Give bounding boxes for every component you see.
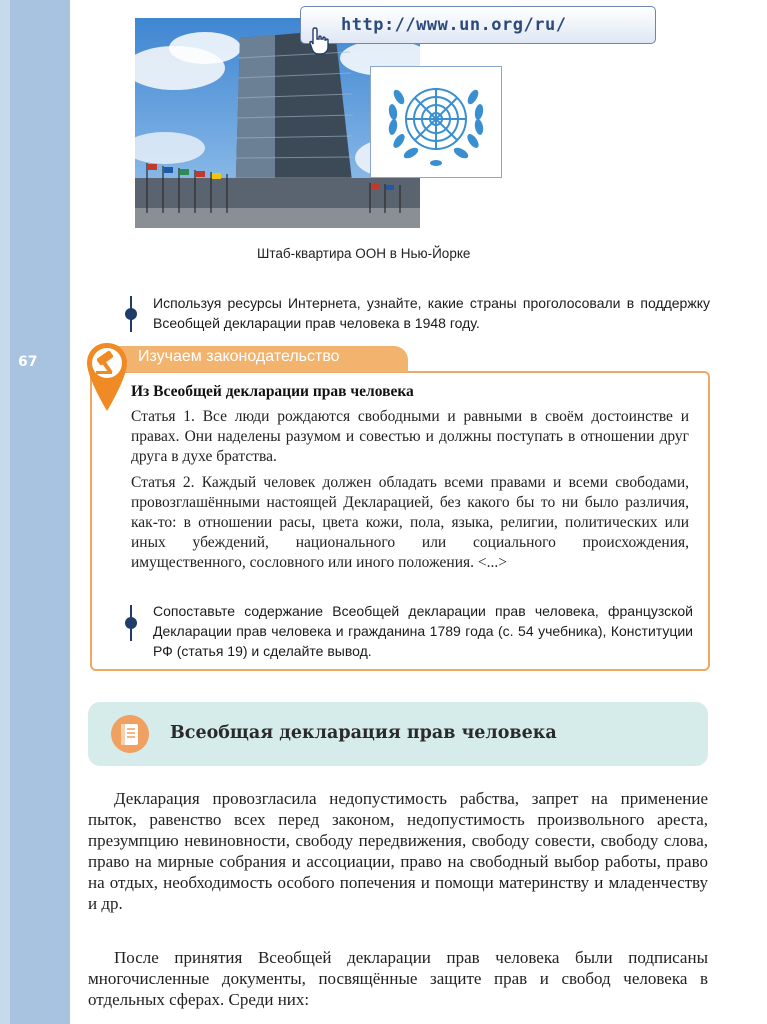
task-bullet-icon — [124, 605, 138, 641]
photo-caption: Штаб-квартира ООН в Нью-Йорке — [257, 246, 471, 261]
section-title: Всеобщая декларация прав человека — [170, 723, 557, 743]
sidebar-strip — [0, 0, 10, 1024]
gavel-pin-icon — [84, 341, 130, 413]
un-emblem-icon — [371, 67, 501, 177]
task-internet-research: Используя ресурсы Интернета, узнайте, какие страны проголосовали в поддержку Всеобщей декларации прав человека в 1948 году. — [153, 295, 710, 331]
task-bullet-icon — [124, 296, 138, 332]
body-paragraph: Декларация провозгласила недопустимость рабства, запрет на применение пыток, равенство всех перед законом, недопустимость произвольного ареста, презумпцию невиновности, свободу передвижения, свободу совести, свободу слова, право на мирные собрания и ассоциации, право на свободный выбор работы, право на отдых, необходимость особого попечения и помощи материнству и младенчеству и др. — [88, 789, 708, 913]
page-sidebar — [0, 0, 70, 1024]
un-logo — [370, 66, 502, 178]
article-1-text: Статья 1. Все люди рождаются свободными и равными в своём достоинстве и правах. Они наделены разумом и совестью и должны поступать в отношении друг друга в духе братства. — [131, 408, 689, 465]
book-icon — [110, 714, 150, 754]
law-box-tab-label: Изучаем законодательство — [138, 348, 340, 365]
url-box[interactable] — [300, 6, 656, 44]
article-2-text: Статья 2. Каждый человек должен обладать всеми правами и всеми свободами, провозглашёнными настоящей Декларацией, без какого бы то ни было различия, как-то: в отношении расы, цвета кожи, пола, языка, религии, политических или иных убеждений, национального или социального происхождения, имущественного, сословного или иного положения. <...> — [131, 474, 689, 571]
law-heading: Из Всеобщей декларации прав человека — [131, 383, 414, 400]
body-paragraph: После принятия Всеобщей декларации прав человека были подписаны многочисленные документы, посвящённые защите прав и свобод человека в отдельных сферах. Среди них: — [88, 948, 708, 1009]
page-number: 67 — [18, 354, 38, 370]
hand-cursor-icon — [307, 26, 333, 56]
task-compare-declarations: Сопоставьте содержание Всеобщей декларации прав человека, французской Декларации прав человека и гражданина 1789 года (с. 54 учебника), Конституции РФ (статья 19) и сделайте вывод. — [153, 603, 693, 659]
url-link[interactable]: http://www.un.org/ru/ — [341, 15, 567, 35]
